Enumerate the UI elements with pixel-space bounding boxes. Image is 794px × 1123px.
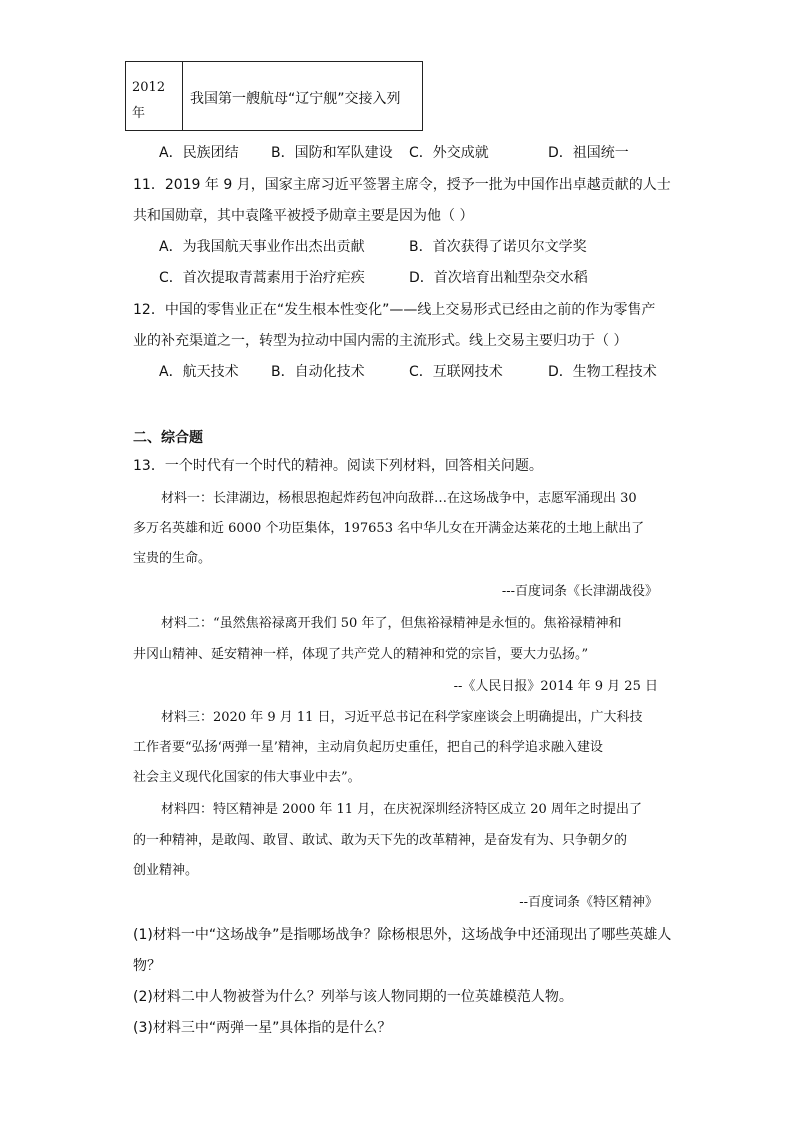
material1-line3: 宝贵的生命。: [133, 551, 212, 566]
q12-stem-line2: 业的补充渠道之一，转型为拉动中国内需的主流形式。线上交易主要归功于（ ）: [133, 333, 628, 349]
q13-intro: 13．一个时代有一个时代的精神。阅读下列材料，回答相关问题。: [133, 458, 543, 474]
material3-line1: 材料三：2020 年 9 月 11 日，习近平总书记在科学家座谈会上明确提出，广大科技: [161, 710, 643, 725]
q11-option-c[interactable]: C．首次提取青蒿素用于治疗疟疾: [159, 270, 365, 286]
material1-line1: 材料一：长津湖边，杨根思抱起炸药包冲向敌群…在这场战争中，志愿军涌现出 30: [161, 491, 637, 506]
q10-option-d[interactable]: D．祖国统一: [548, 145, 629, 161]
q11-option-a[interactable]: A．为我国航天事业作出杰出贡献: [159, 239, 365, 255]
q11-stem-line1: 11．2019 年 9 月，国家主席习近平签署主席令，授予一批为中国作出卓越贡献的人士: [133, 177, 671, 193]
q12-option-c[interactable]: C．互联网技术: [409, 364, 503, 380]
table-divider: [182, 62, 183, 130]
q11-stem-line2: 共和国勋章，其中袁隆平被授予勋章主要是因为他（ ）: [133, 208, 474, 224]
table-year-cell: 2012年: [132, 80, 166, 121]
material1-source: ---百度词条《长津湖战役》: [501, 584, 658, 599]
q12-stem-line1: 12．中国的零售业正在“发生根本性变化”——线上交易形式已经由之前的作为零售产: [133, 302, 656, 318]
q10-option-c[interactable]: C．外交成就: [409, 145, 489, 161]
q12-option-a[interactable]: A．航天技术: [159, 364, 239, 380]
material4-source: --百度词条《特区精神》: [519, 895, 658, 910]
q12-option-d[interactable]: D．生物工程技术: [548, 364, 657, 380]
section-heading: 二、综合题: [133, 430, 203, 446]
subquestion-3: (3)材料三中“两弹一星”具体指的是什么？: [133, 1020, 392, 1036]
material4-line1: 材料四：特区精神是 2000 年 11 月，在庆祝深圳经济特区成立 20 周年之时提出了: [161, 802, 642, 817]
material4-line2: 的一种精神，是敢闯、敢冒、敢试、敢为天下先的改革精神，是奋发有为、只争朝夕的: [133, 833, 628, 848]
history-table: [125, 61, 423, 131]
subquestion-1-line2: 物？: [133, 958, 161, 974]
subquestion-2: (2)材料二中人物被誉为什么？列举与该人物同期的一位英雄模范人物。: [133, 989, 573, 1005]
table-event-cell: 我国第一艘航母“辽宁舰”交接入列: [190, 91, 401, 107]
q12-option-b[interactable]: B．自动化技术: [271, 364, 365, 380]
q11-option-d[interactable]: D．首次培育出籼型杂交水稻: [409, 270, 588, 286]
material2-source: --《人民日报》2014 年 9 月 25 日: [453, 679, 658, 694]
material4-line3: 创业精神。: [133, 863, 199, 878]
material3-line2: 工作者要“弘扬‘两弹一星’精神，主动肩负起历史重任，把自己的科学追求融入建设: [133, 740, 603, 755]
q10-option-b[interactable]: B．国防和军队建设: [271, 145, 393, 161]
material2-line2: 井冈山精神、延安精神一样，体现了共产党人的精神和党的宗旨，要大力弘扬。”: [133, 647, 589, 662]
subquestion-1-line1: (1)材料一中“这场战争”是指哪场战争？除杨根思外，这场战争中还涌现出了哪些英雄人: [133, 927, 672, 943]
material2-line1: 材料二：“虽然焦裕禄离开我们 50 年了，但焦裕禄精神是永恒的。焦裕禄精神和: [161, 616, 622, 631]
q11-option-b[interactable]: B．首次获得了诺贝尔文学奖: [409, 239, 587, 255]
q10-option-a[interactable]: A．民族团结: [159, 145, 239, 161]
material1-line2: 多万名英雄和近 6000 个功臣集体，197653 名中华儿女在开满金达莱花的土地上献出了: [133, 521, 645, 536]
material3-line3: 社会主义现代化国家的伟大事业中去”。: [133, 770, 361, 785]
